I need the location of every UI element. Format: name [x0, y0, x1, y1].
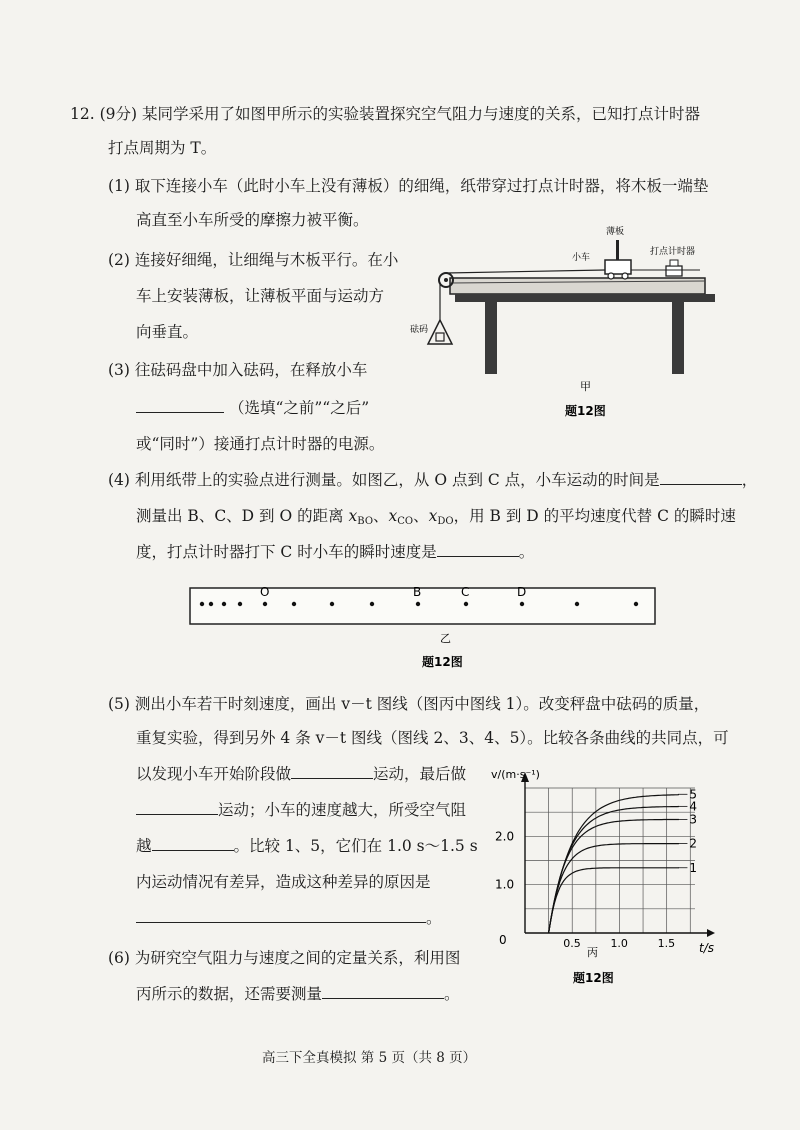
- figure-bing-caption: 题12图: [573, 971, 614, 985]
- part6-text-2-pre: 丙所示的数据，还需要测量: [136, 985, 323, 1003]
- part5-text-7-end: 。: [426, 909, 442, 927]
- part5-line-4: [136, 800, 466, 820]
- tape-dot: [575, 602, 579, 606]
- part5-motion-start-blank[interactable]: [291, 764, 373, 779]
- vt-curve-label: 4: [689, 799, 697, 814]
- label-cart: 小车: [572, 253, 591, 263]
- vt-curve-1: [549, 868, 679, 933]
- vt-curve-4: [549, 807, 679, 934]
- board: [450, 278, 705, 294]
- part5-text-1: 测出小车若干时刻速度，画出 v－t 图线（图丙中图线 1）。改变秤盘中砝码的质量，: [134, 695, 710, 713]
- table-top: [455, 294, 715, 302]
- figure-yi-caption: 题12图: [422, 655, 463, 669]
- part5-line-7: [136, 908, 442, 928]
- part5-text-5-pre: 越: [136, 837, 152, 855]
- vt-curve-label: 2: [689, 836, 697, 851]
- vt-curve-label: 1: [689, 860, 697, 875]
- x-axis-label: t/s: [699, 941, 714, 955]
- timer-top: [670, 260, 678, 266]
- tape-dot-C: [464, 602, 468, 606]
- tape-dot: [222, 602, 226, 606]
- part5-reason-blank[interactable]: [136, 908, 426, 923]
- question-number: 12.: [70, 105, 95, 123]
- part4-line-1: [108, 470, 757, 490]
- part2-line-3: 向垂直。: [136, 323, 199, 341]
- tape-dot: [330, 602, 334, 606]
- question-points: (9分): [99, 105, 138, 123]
- sep-1: 、: [373, 507, 389, 525]
- tape-dot: [200, 602, 204, 606]
- part2-text-1: 连接好细绳，让细绳与木板平行。在小: [134, 251, 399, 269]
- part4-time-blank[interactable]: [660, 470, 742, 485]
- part5-line-3: [136, 764, 466, 784]
- question-stem-line-1: [70, 104, 700, 124]
- figure-bing-name: 丙: [587, 946, 598, 959]
- part4-text-2-post: ，用 B 到 D 的平均速度代替 C 的瞬时速: [453, 507, 736, 525]
- part5-line-6: 内运动情况有差异，造成这种差异的原因是: [136, 873, 431, 891]
- figure-jia-name: 甲: [580, 380, 591, 393]
- var-x-bo: x: [348, 507, 358, 525]
- vt-grid: [525, 788, 695, 933]
- part4-line-3: [136, 542, 534, 562]
- vt-curve-label: 3: [689, 812, 697, 827]
- cart-wheel-left: [608, 273, 614, 279]
- pulley-axle: [444, 278, 448, 282]
- tape-dot: [370, 602, 374, 606]
- part5-line-5: [136, 836, 478, 856]
- part2-line-2: 车上安装薄板，让薄板平面与运动方: [136, 287, 385, 305]
- part6-text-1: 为研究空气阻力与速度之间的定量关系，利用图: [134, 949, 461, 967]
- part3-line-2: [136, 398, 369, 418]
- x-tick-label: 0.5: [563, 937, 581, 950]
- part3-line-3: 或“同时”）接通打点计时器的电源。: [136, 435, 385, 453]
- part3-text-2: （选填“之前”“之后”: [228, 399, 370, 417]
- part6-line-1: [108, 948, 460, 968]
- part5-line-1: [108, 694, 709, 714]
- part6-number: (6): [108, 949, 130, 967]
- part3-number: (3): [108, 361, 130, 379]
- timer-body: [666, 266, 682, 276]
- part6-text-2-end: 。: [444, 985, 460, 1003]
- weight-pan: [428, 320, 452, 344]
- tape-dot: [634, 602, 638, 606]
- part6-measure-blank[interactable]: [322, 984, 444, 999]
- vt-curve-label: 5: [689, 787, 697, 802]
- part1-number: (1): [108, 177, 130, 195]
- part4-line-2: [136, 506, 736, 532]
- vt-chart: [485, 768, 735, 988]
- part4-text-2-pre: 测量出 B、C、D 到 O 的距离: [136, 507, 349, 525]
- sep-2: 、: [413, 507, 429, 525]
- weight-block: [436, 333, 444, 341]
- part4-number: (4): [108, 471, 130, 489]
- part2-number: (2): [108, 251, 130, 269]
- part5-number: (5): [108, 695, 130, 713]
- part6-line-2: [136, 984, 460, 1004]
- label-O: O: [260, 585, 270, 599]
- x-tick-label: 1.5: [657, 937, 676, 950]
- part5-motion-end-blank[interactable]: [136, 800, 218, 815]
- part3-text-1: 往砝码盘中加入砝码，在释放小车: [134, 361, 368, 379]
- table-leg-right: [672, 302, 684, 374]
- part5-line-2: 重复实验，得到另外 4 条 v－t 图线（图线 2、3、4、5）。比较各条曲线的共同点，可: [136, 729, 729, 747]
- tape-dot-O: [263, 602, 267, 606]
- part1-line-1: [108, 176, 708, 196]
- label-board: 薄板: [606, 227, 625, 237]
- vt-curve-2: [549, 844, 679, 933]
- x-tick-label: 1.0: [610, 937, 628, 950]
- paper-tape-figure: [190, 580, 660, 670]
- label-weight: 砝码: [410, 325, 429, 335]
- figure-jia-caption: 题12图: [565, 404, 606, 418]
- part4-velocity-blank[interactable]: [437, 542, 519, 557]
- part4-text-1-end: ，: [741, 471, 758, 489]
- var-x-do: x: [428, 507, 438, 525]
- tape-dot-B: [416, 602, 420, 606]
- part2-line-1: [108, 250, 398, 270]
- part1-text-1: 取下连接小车（此时小车上没有薄板）的细绳，纸带穿过打点计时器，将木板一端垫: [134, 177, 709, 195]
- figure-yi-name: 乙: [440, 632, 451, 645]
- tape-dot: [292, 602, 296, 606]
- cart: [605, 260, 631, 274]
- origin-label: 0: [499, 933, 507, 947]
- sub-bo: BO: [357, 516, 374, 527]
- part5-text-5-post: 。比较 1、5，它们在 1.0 s～1.5 s: [233, 837, 478, 855]
- sub-co: CO: [397, 516, 414, 527]
- cart-wheel-right: [622, 273, 628, 279]
- part5-resistance-blank[interactable]: [152, 836, 234, 851]
- sub-do: DO: [437, 516, 454, 527]
- tape-dot-D: [520, 602, 524, 606]
- label-C: C: [461, 585, 470, 599]
- tape-dot: [238, 602, 242, 606]
- part3-line-1: [108, 360, 367, 380]
- part4-text-1: 利用纸带上的实验点进行测量。如图乙，从 O 点到 C 点，小车运动的时间是: [134, 471, 660, 489]
- y-tick-label: 1.0: [495, 877, 515, 892]
- part4-text-3-end: 。: [518, 543, 535, 561]
- part1-line-2: 高直至小车所受的摩擦力被平衡。: [136, 211, 369, 229]
- label-B: B: [413, 585, 422, 599]
- x-axis-arrow: [707, 929, 715, 937]
- part5-text-4-post: 运动；小车的速度越大，所受空气阻: [218, 801, 467, 819]
- y-tick-label: 2.0: [495, 829, 515, 844]
- apparatus-figure: [400, 220, 730, 430]
- y-axis-label: v/(m·s⁻¹): [491, 768, 540, 781]
- page-footer: 高三下全真模拟 第 5 页（共 8 页）: [262, 1050, 477, 1066]
- part4-text-3: 度，打点计时器打下 C 时小车的瞬时速度是: [136, 543, 437, 561]
- string-horizontal: [446, 270, 605, 273]
- part5-text-3-post: 运动，最后做: [373, 765, 467, 783]
- var-x-co: x: [388, 507, 398, 525]
- question-stem-a: 某同学采用了如图甲所示的实验装置探究空气阻力与速度的关系，已知打点计时器: [142, 105, 701, 123]
- question-stem-line-2: 打点周期为 T。: [108, 139, 217, 157]
- label-timer: 打点计时器: [650, 247, 696, 257]
- tape-dot: [209, 602, 213, 606]
- part5-text-3-pre: 以发现小车开始阶段做: [136, 765, 292, 783]
- table-leg-left: [485, 302, 497, 374]
- part3-answer-blank[interactable]: [136, 398, 224, 413]
- thin-board: [616, 240, 619, 260]
- label-D: D: [517, 585, 527, 599]
